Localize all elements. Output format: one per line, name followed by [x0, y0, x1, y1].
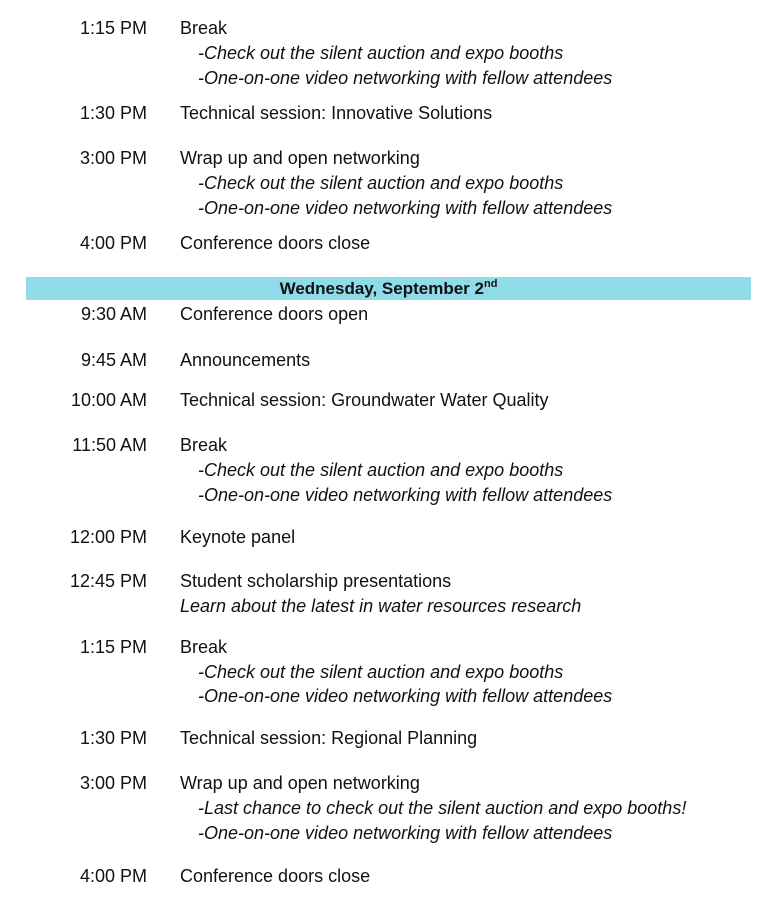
entry-title: Break	[180, 18, 228, 38]
entry-title: Break	[180, 637, 228, 657]
entry-title: Technical session: Regional Planning	[180, 728, 478, 748]
entry-time: 1:15 PM	[79, 18, 147, 38]
entry-title: Conference doors close	[180, 233, 371, 253]
day-header-banner	[26, 277, 751, 300]
entry-time: 1:30 PM	[79, 728, 147, 748]
entry-title: Conference doors open	[180, 304, 369, 324]
entry-title: Break	[180, 435, 228, 455]
entry-time: 3:00 PM	[79, 148, 147, 168]
entry-time: 12:45 PM	[69, 571, 147, 591]
entry-title: Keynote panel	[180, 527, 296, 547]
entry-note: -One-on-one video networking with fellow attendees	[198, 686, 613, 706]
entry-time: 3:00 PM	[79, 773, 147, 793]
day-header-suffix: nd	[483, 278, 498, 290]
entry-time: 12:00 PM	[69, 527, 147, 547]
entry-title: Technical session: Groundwater Water Quality	[180, 390, 549, 410]
entry-note: Learn about the latest in water resources research	[180, 596, 582, 616]
entry-note: -One-on-one video networking with fellow attendees	[198, 823, 613, 843]
entry-note: -One-on-one video networking with fellow attendees	[198, 198, 613, 218]
entry-note: -Check out the silent auction and expo booths	[198, 460, 564, 480]
entry-note: -Check out the silent auction and expo booths	[198, 662, 564, 682]
entry-time: 4:00 PM	[79, 233, 147, 253]
entry-time: 1:30 PM	[79, 103, 147, 123]
entry-note: -Check out the silent auction and expo booths	[198, 43, 564, 63]
entry-note: -One-on-one video networking with fellow attendees	[198, 68, 613, 88]
entry-note: -Check out the silent auction and expo booths	[198, 173, 564, 193]
entry-title: Technical session: Innovative Solutions	[180, 103, 493, 123]
day-header-label: Wednesday, September 2	[279, 279, 484, 298]
entry-time: 11:50 AM	[72, 435, 147, 455]
entry-time: 4:00 PM	[79, 866, 147, 886]
entry-note: -One-on-one video networking with fellow attendees	[198, 485, 613, 505]
entry-time: 1:15 PM	[79, 637, 147, 657]
entry-title: Wrap up and open networking	[180, 773, 420, 793]
entry-title: Conference doors close	[180, 866, 371, 886]
entry-time: 9:30 AM	[80, 304, 147, 324]
entry-time: 9:45 AM	[80, 350, 147, 370]
entry-time: 10:00 AM	[70, 390, 147, 410]
entry-title: Announcements	[180, 350, 311, 370]
entry-note: -Last chance to check out the silent auction and expo booths!	[198, 798, 687, 818]
entry-title: Wrap up and open networking	[180, 148, 420, 168]
entry-title: Student scholarship presentations	[180, 571, 452, 591]
